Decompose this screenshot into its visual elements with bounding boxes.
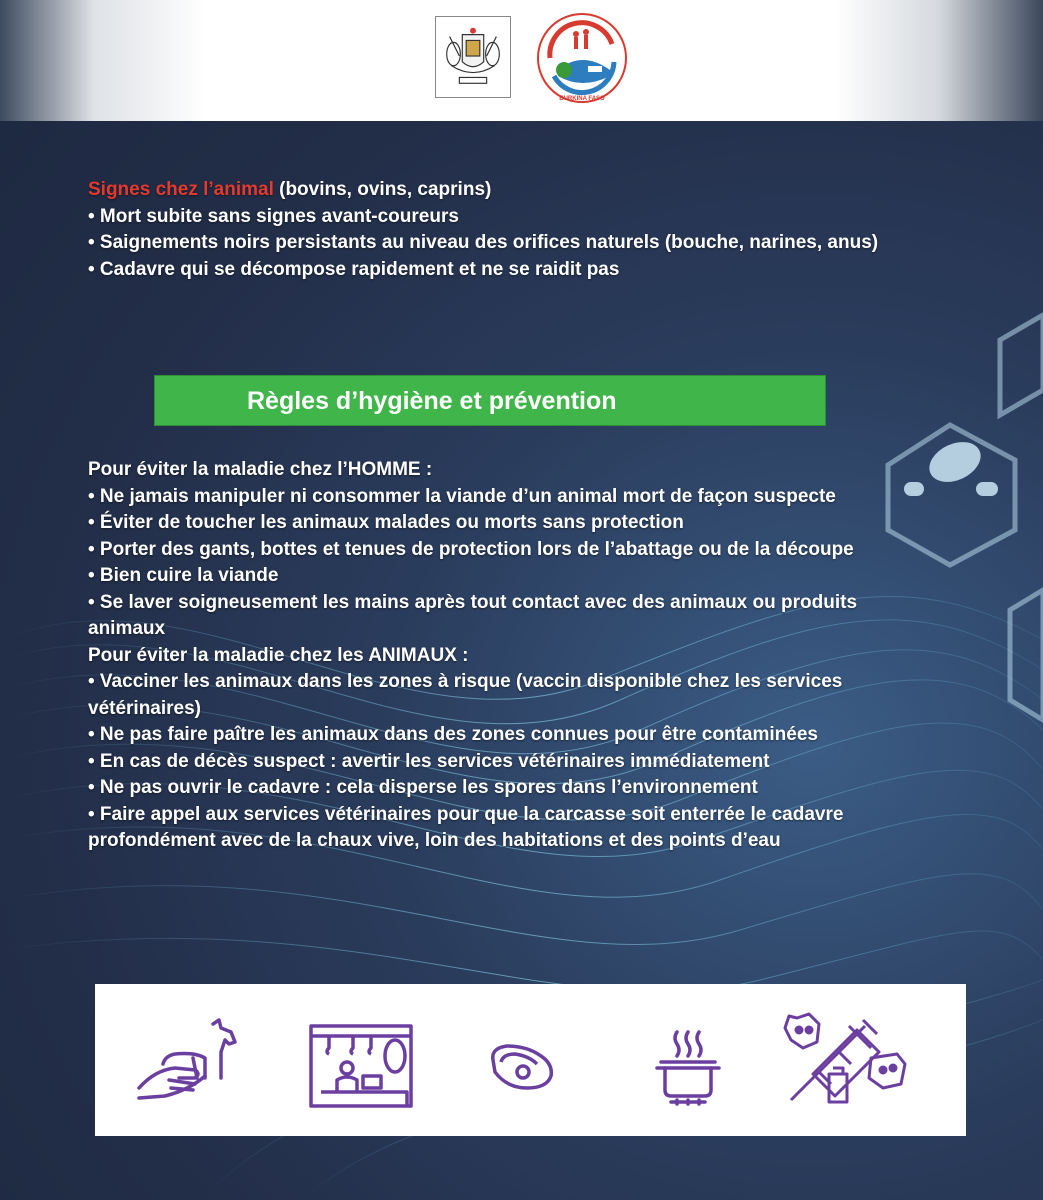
human-heading: Pour éviter la maladie chez l’HOMME : [88,459,433,480]
signs-heading-rest: (bovins, ovins, caprins) [273,179,492,200]
butcher-stall-icon [307,1022,417,1110]
meat-steak-icon [487,1042,557,1094]
human-rule-item: • Porter des gants, bottes et tenues de protection lors de l’abattage ou de la découpe [88,538,854,560]
hand-touching-goat-icon [135,1018,245,1104]
animal-rule-item: • Ne pas ouvrir le cadavre : cela disperse les spores dans l’environnement [88,777,758,798]
human-rule-item: • Se laver soigneusement les mains après tout contact avec des animaux ou produits animaux [88,591,858,639]
burkina-faso-coat-of-arms-icon [435,16,511,98]
animal-rule-item: • Ne pas faire paître les animaux dans des zones connues pour être contaminées [88,724,818,745]
human-rule-item: • Éviter de toucher les animaux malades ou morts sans protection [88,512,684,533]
illustration-icons-panel [95,984,966,1136]
signs-heading [88,177,908,204]
seal-caption: BURKINA FASO [559,96,605,102]
human-rule-item: • Bien cuire la viande [88,565,279,586]
hygiene-rules-banner: Règles d’hygiène et prévention [154,375,826,426]
signs-heading-red: Signes chez l’animal [88,179,274,200]
human-rule-item: • Ne jamais manipuler ni consommer la viande d’un animal mort de façon suspecte [88,485,836,507]
animal-rule-item: • En cas de décès suspect : avertir les services vétérinaires immédiatement [88,750,770,772]
signs-item: • Saignements noirs persistants au niveau des orifices naturels (bouche, narines, anus) [88,232,879,253]
cooking-pot-icon [655,1028,721,1108]
one-health-platform-seal-icon [524,10,640,106]
animal-rule-item: • Vacciner les animaux dans les zones à risque (vaccin disponible chez les services vétérinaires) [88,671,843,719]
signs-item: • Mort subite sans signes avant-coureurs [88,205,459,227]
animal-signs-section [88,177,908,283]
animal-vaccination-icon [779,1002,911,1108]
signs-item: • Cadavre qui se décompose rapidement et ne se raidit pas [88,258,620,280]
prevention-rules-section [88,457,888,855]
animal-rule-item: • Faire appel aux services vétérinaires pour que la carcasse soit enterrée le cadavre profondément avec de la chaux vive, loin des habitations et des points d’eau [88,803,844,851]
animals-heading: Pour éviter la maladie chez les ANIMAUX : [88,644,469,666]
header-banner [0,0,1043,121]
